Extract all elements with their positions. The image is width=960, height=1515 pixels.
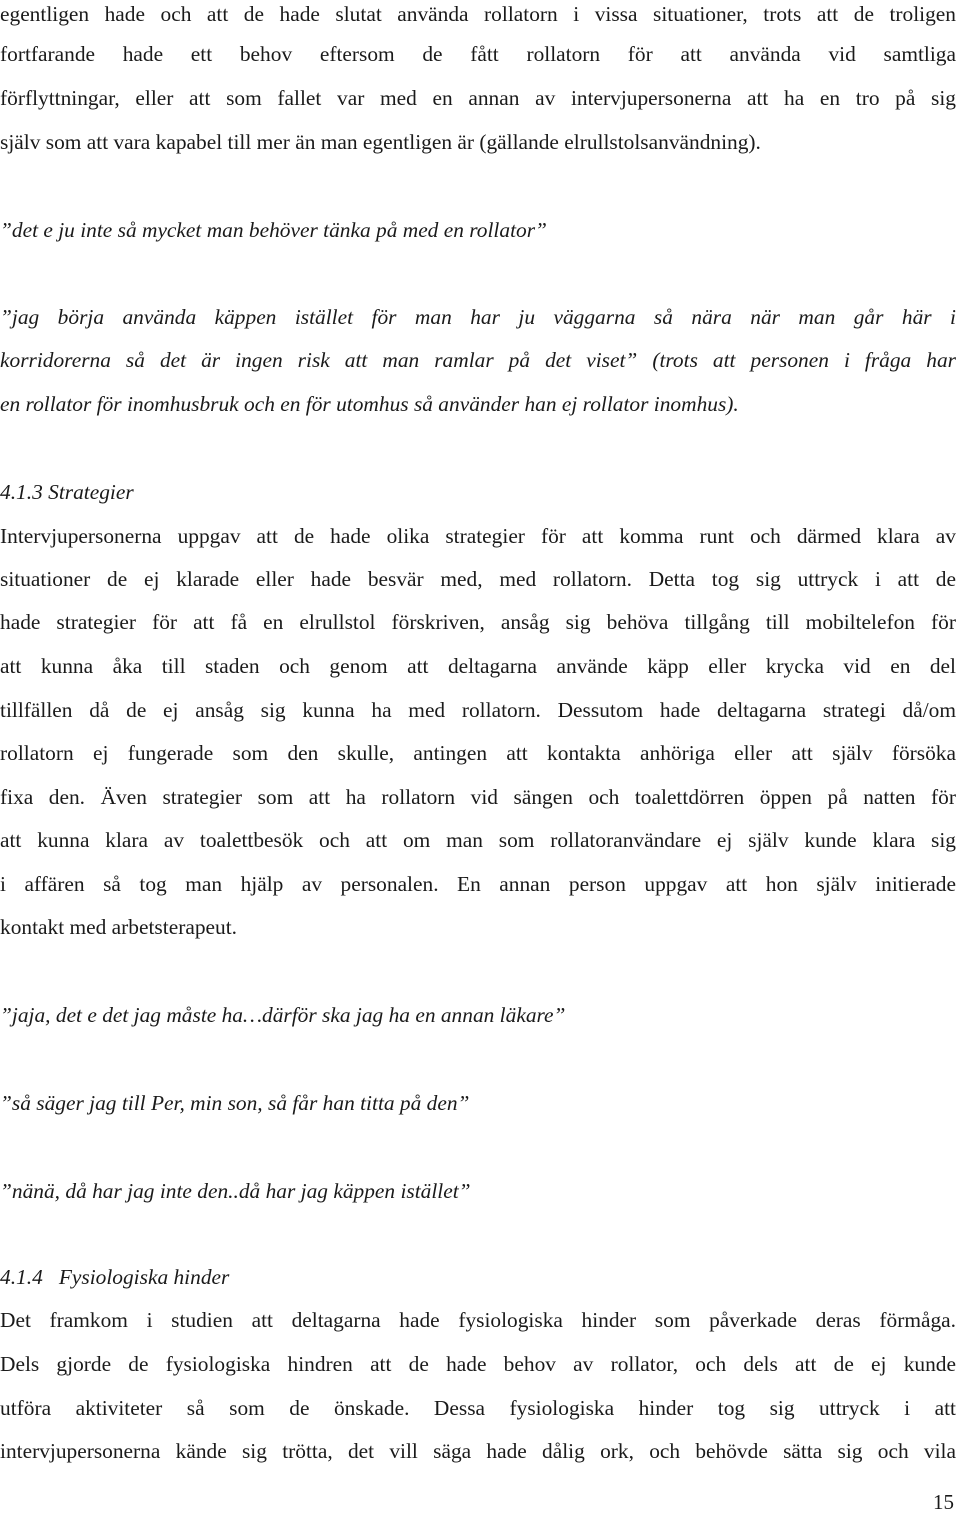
paragraph-line: situationer de ej klarade eller hade besvär med, med rollatorn. Detta tog sig uttryck i att de	[0, 567, 956, 591]
quote-line: korridorerna så det är ingen risk att man ramlar på det viset” (trots att personen i fråga har	[0, 348, 956, 372]
paragraph-line: i affären så tog man hjälp av personalen. En annan person uppgav att hon själv initierade	[0, 872, 956, 896]
quote-line: ”jag börja använda käppen istället för man har ju väggarna så nära när man går här i	[0, 305, 956, 329]
paragraph-line: Intervjupersonerna uppgav att de hade olika strategier för att komma runt och därmed klara av	[0, 524, 956, 548]
quote-line: ”jaja, det e det jag måste ha…därför ska jag ha en annan läkare”	[0, 1003, 566, 1027]
paragraph-line: fortfarande hade ett behov eftersom de fått rollatorn för att använda vid samtliga	[0, 42, 956, 66]
paragraph-line: själv som att vara kapabel till mer än man egentligen är (gällande elrullstolsanvändning).	[0, 130, 761, 154]
paragraph-line: att kunna klara av toalettbesök och att om man som rollatoranvändare ej själv kunde klara sig	[0, 828, 956, 852]
paragraph-line: kontakt med arbetsterapeut.	[0, 915, 237, 939]
quote-line: ”så säger jag till Per, min son, så får han titta på den”	[0, 1091, 470, 1115]
paragraph-line: rollatorn ej fungerade som den skulle, antingen att kontakta anhöriga eller att själv försöka	[0, 741, 956, 765]
paragraph-line: att kunna åka till staden och genom att deltagarna använde käpp eller krycka vid en del	[0, 654, 956, 678]
paragraph-line: tillfällen då de ej ansåg sig kunna ha med rollatorn. Dessutom hade deltagarna strategi då/om	[0, 698, 956, 722]
page-number: 15	[933, 1490, 954, 1514]
paragraph-line: Dels gjorde de fysiologiska hindren att de hade behov av rollator, och dels att de ej kunde	[0, 1352, 956, 1376]
quote-line: ”det e ju inte så mycket man behöver tänka på med en rollator”	[0, 218, 547, 242]
paragraph-line: egentligen hade och att de hade slutat använda rollatorn i vissa situationer, trots att de troligen	[0, 2, 956, 26]
paragraph-line: intervjupersonerna kände sig trötta, det vill säga hade dålig ork, och behövde sätta sig och vila	[0, 1439, 956, 1463]
quote-line: en rollator för inomhusbruk och en för utomhus så använder han ej rollator inomhus).	[0, 392, 739, 416]
paragraph-line: förflyttningar, eller att som fallet var med en annan av intervjupersonerna att ha en tro på sig	[0, 86, 956, 110]
paragraph-line: fixa den. Även strategier som att ha rollatorn vid sängen och toalettdörren öppen på natten för	[0, 785, 956, 809]
section-heading: 4.1.3 Strategier	[0, 480, 134, 504]
section-heading: 4.1.4 Fysiologiska hinder	[0, 1265, 230, 1289]
paragraph-line: hade strategier för att få en elrullstol förskriven, ansåg sig behöva tillgång till mobiltelefon för	[0, 610, 956, 634]
quote-line: ”nänä, då har jag inte den..då har jag käppen istället”	[0, 1179, 471, 1203]
paragraph-line: Det framkom i studien att deltagarna hade fysiologiska hinder som påverkade deras förmåga.	[0, 1308, 956, 1332]
paragraph-line: utföra aktiviteter så som de önskade. Dessa fysiologiska hinder tog sig uttryck i att	[0, 1396, 956, 1420]
